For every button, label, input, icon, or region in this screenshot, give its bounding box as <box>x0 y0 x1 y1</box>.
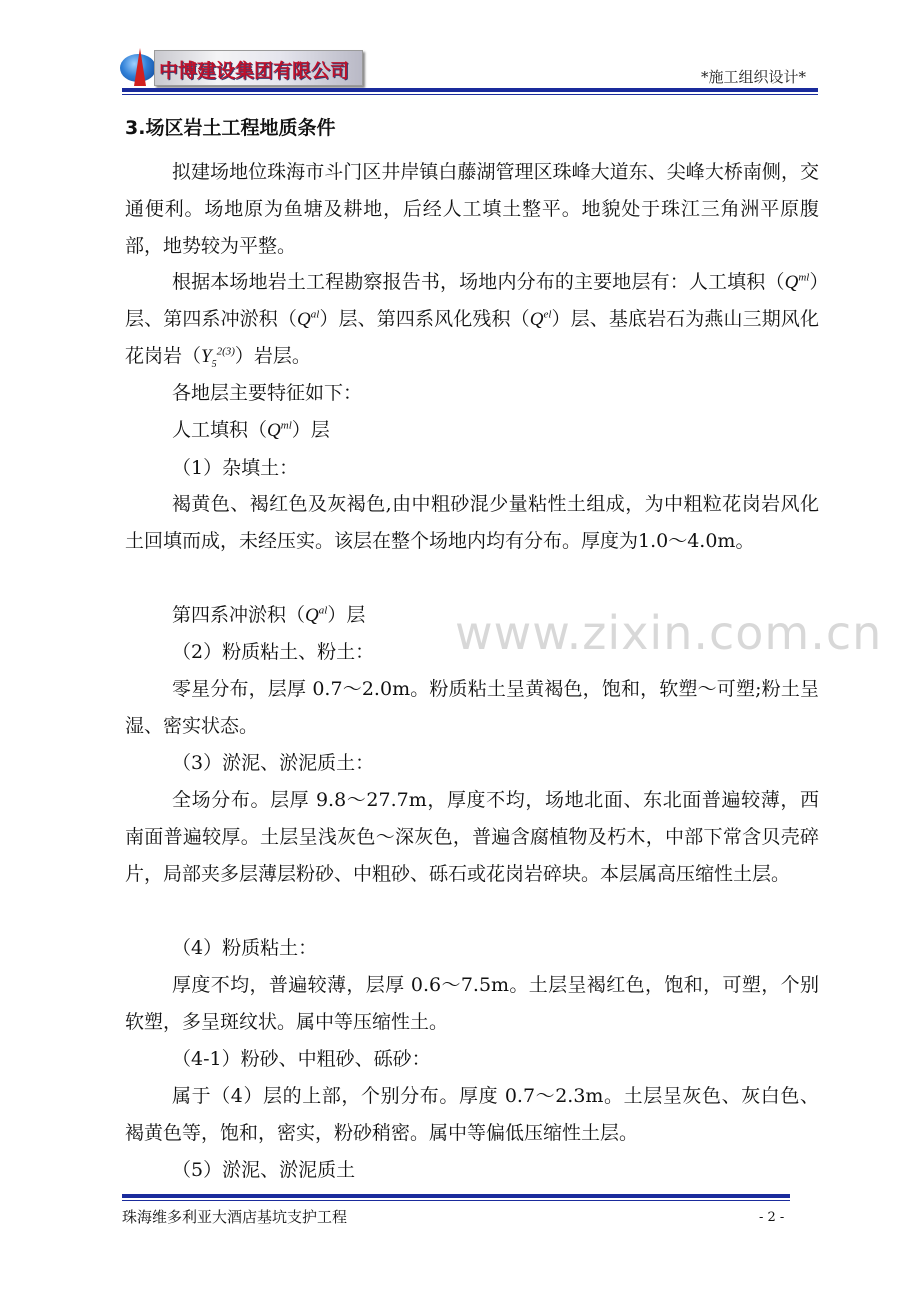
text-fragment: ）层、基底岩石为燕山三期风化花岗岩（ <box>125 308 819 367</box>
text-fragment: ）层 <box>291 419 330 441</box>
symbol-q-ml <box>785 272 810 293</box>
text-fragment: 根据本场地岩土工程勘察报告书，场地内分布的主要地层有：人工填积（ <box>172 271 785 293</box>
text-fragment: ）层 <box>327 604 366 626</box>
heading-layer-1: （1）杂填土： <box>172 457 299 479</box>
section-title: 3.场区岩土工程地质条件 <box>125 117 336 139</box>
paragraph-intro: 各地层主要特征如下： <box>172 382 363 404</box>
symbol-q: Q <box>784 272 799 293</box>
company-logo <box>120 50 363 86</box>
heading-layer-4: （4）粉质粘土： <box>172 937 318 959</box>
symbol-el: el <box>543 308 552 321</box>
header-rule-thin <box>122 94 818 95</box>
symbol-ml: ml <box>798 271 810 284</box>
paragraph-layer-4-1: 属于（4）层的上部，个别分布。厚度 0.7～2.3m。土层呈灰色、灰白色、褐黄色等，饱和，密实，粉砂稍密。属中等偏低压缩性土层。 <box>125 1085 819 1144</box>
paragraph-strata-overview <box>125 264 819 383</box>
heading-layer-4-1: （4-1）粉砂、中粗砂、砾砂： <box>172 1048 431 1070</box>
tower-icon <box>134 48 146 86</box>
heading-artificial-fill <box>125 412 819 449</box>
symbol-q: Q <box>529 309 544 330</box>
watermark: www.zixin.com.cn <box>455 606 883 660</box>
symbol-q: Q <box>305 605 319 626</box>
symbol-q: Q <box>297 309 311 330</box>
symbol-al: al <box>310 308 320 321</box>
paragraph-layer-3: 全场分布。层厚 9.8～27.7m，厚度不均，场地北面、东北面普遍较薄，西南面普遍较厚。土层呈浅灰色～深灰色，普遍含腐植物及朽木，中部下常含贝壳碎片，局部夹多层薄层粉砂、中粗砂、砾石或花岗岩碎块。本层属高压缩性土层。 <box>125 789 819 885</box>
heading-layer-5: （5）淤泥、淤泥质土 <box>172 1159 356 1181</box>
heading-layer-2: （2）粉质粘土、粉土： <box>172 641 375 663</box>
heading-layer-3: （3）淤泥、淤泥质土： <box>172 752 375 774</box>
footer-rule-thin <box>122 1200 790 1201</box>
text-fragment: ）层、第四系风化残积（ <box>319 308 530 330</box>
text-fragment: 人工填积（ <box>172 419 268 441</box>
symbol-al: al <box>318 604 328 617</box>
symbol-q: Q <box>267 420 281 441</box>
paragraph-site-location: 拟建场地位珠海市斗门区井岸镇白藤湖管理区珠峰大道东、尖峰大桥南侧，交通便利。场地原为鱼塘及耕地，后经人工填土整平。地貌处于珠江三角洲平原腹部，地势较为平整。 <box>125 161 819 257</box>
document-type: *施工组织设计* <box>700 68 806 86</box>
company-name: 中博建设集团有限公司 <box>159 60 350 82</box>
paragraph-layer-2: 零星分布，层厚 0.7～2.0m。粉质粘土呈黄褐色，饱和，软塑～可塑;粉土呈湿、密实状态。 <box>125 678 819 737</box>
symbol-q-ml <box>267 420 292 441</box>
symbol-y <box>201 345 235 370</box>
symbol-ml: ml <box>280 419 292 432</box>
symbol-q-al <box>305 605 327 626</box>
symbol-q-el <box>530 309 552 330</box>
paragraph-layer-4: 厚度不均，普遍较薄，层厚 0.6～7.5m。土层呈褐红色，饱和，可塑，个别软塑，多呈斑纹状。属中等压缩性土。 <box>125 974 819 1033</box>
symbol-y-sup: 2(3) <box>216 345 235 358</box>
logo-banner <box>154 50 363 86</box>
symbol-y-sub: 5 <box>211 358 217 370</box>
symbol-y-letter: Y <box>201 346 212 367</box>
paragraph-layer-1: 褐黄色、褐红色及灰褐色,由中粗砂混少量粘性土组成，为中粗粒花岗岩风化土回填而成，未经压实。该层在整个场地内均有分布。厚度为1.0～4.0m。 <box>125 493 819 552</box>
text-fragment: ）层、第四系冲淤积（ <box>125 271 819 330</box>
text-fragment: ）岩层。 <box>234 345 311 367</box>
header-rule <box>122 88 818 92</box>
page-number: - 2 - <box>759 1210 785 1225</box>
text-fragment: 第四系冲淤积（ <box>172 604 306 626</box>
footer-rule <box>122 1194 790 1198</box>
symbol-q-al <box>297 309 319 330</box>
footer-project-name: 珠海维多利亚大酒店基坑支护工程 <box>122 1208 348 1226</box>
